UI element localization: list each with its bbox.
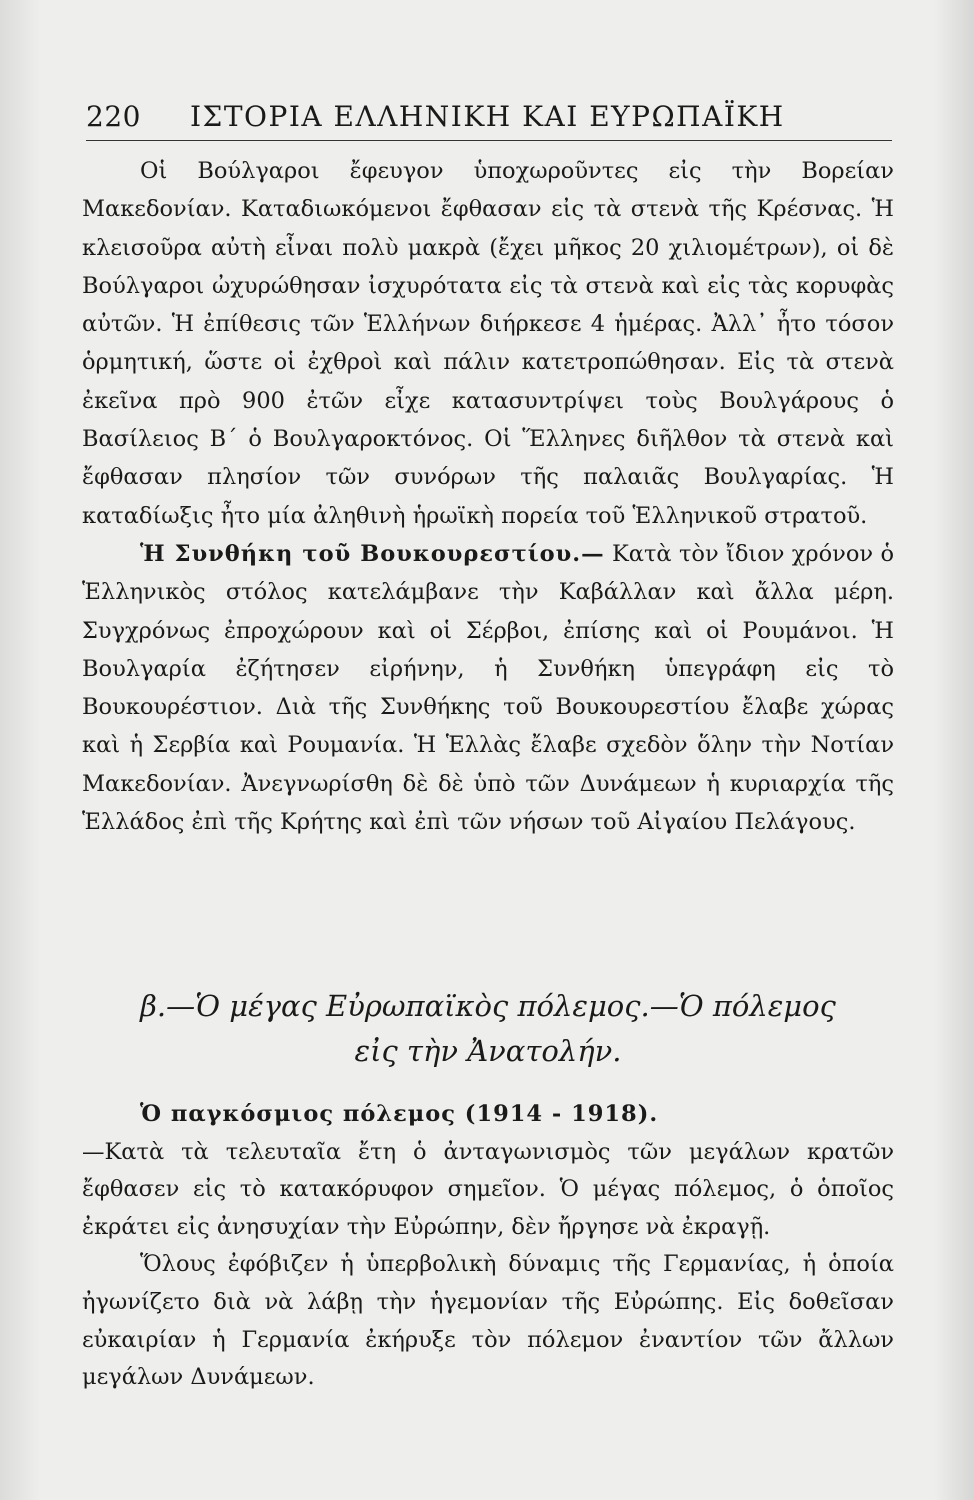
paragraph-text: Οἱ Βούλγαροι ἔφευγον ὑποχωροῦντες εἰς τὴν Βορείαν Μακεδονίαν. Καταδιωκόμενοι ἔφθασαν εἰς τὰ στενὰ τῆς Κρέσνας. Ἡ κλεισοῦρα αὐτὴ εἶναι πολὺ μακρὰ (ἔχει μῆκος 20 χιλιομέτρων), οἱ δὲ Βούλγαροι ὠχυρώθησαν ἰσχυρότατα εἰς τὰ στενὰ καὶ εἰς τὰς κορυφὰς αὐτῶν. Ἡ ἐπίθεσις τῶν Ἑλλήνων διήρκεσε 4 ἡμέρας. Ἀλλ᾽ ἦτο τόσον ὁρμητική, ὥστε οἱ ἐχθροὶ καὶ πάλιν κατετροπώθησαν. Εἰς τὰ στενὰ ἐκεῖνα πρὸ 900 ἐτῶν εἶχε κατασυντρίψει τοὺς Βουλγάρους ὁ Βασίλειος Β΄ ὁ Βουλγαροκτόνος. Οἱ Ἕλληνες διῆλθον τὰ στενὰ καὶ ἔφθασαν πλησίον τῶν συνόρων τῆς παλαιᾶς Βουλγαρίας. Ἡ καταδίωξις ἦτο μία ἀληθινὴ ἡρωϊκὴ πορεία τοῦ Ἑλληνικοῦ στρατοῦ. [82,158,894,529]
paragraph-text: Ὅλους ἐφόβιζεν ἡ ὑπερβολικὴ δύναμις τῆς Γερμανίας, ἡ ὁποία ἠγωνίζετο διὰ νὰ λάβῃ τὴν ἡγεμονίαν τῆς Εὐρώπης. Εἰς δοθεῖσαν εὐκαιρίαν ἡ Γερμανία ἐκήρυξε τὸν πόλεμον ἐναντίον τῶν ἄλλων μεγάλων Δυνάμεων. [82,1251,894,1391]
paragraph-text: Κατὰ τὸν ἴδιον χρόνον ὁ Ἑλληνικὸς στόλος κατελάμβανε τὴν Καβάλλαν καὶ ἄλλα μέρη. Συγχρόνως ἐπροχώρουν καὶ οἱ Σέρβοι, ἐπίσης καὶ οἱ Ρουμάνοι. Ἡ Βουλγαρία ἐζήτησεν εἰρήνην, ἡ Συνθήκη ὑπεγράφη εἰς τὸ Βουκουρέστιον. Διὰ τῆς Συνθήκης τοῦ Βουκουρεστίου ἔλαβε χώρας καὶ ἡ Σερβία καὶ Ρουμανία. Ἡ Ἑλλὰς ἔλαβε σχεδὸν ὅλην τὴν Νοτίαν Μακεδονίαν. Ἀνεγνωρίσθη δὲ δὲ ὑπὸ τῶν Δυνάμεων ἡ κυριαρχία τῆς Ἑλλάδος ἐπὶ τῆς Κρήτης καὶ ἐπὶ τῶν νήσων τοῦ Αἰγαίου Πελάγους. [82,540,894,836]
section-heading [82,984,894,1074]
section-heading-line-2: εἰς τὴν Ἀνατολήν. [354,1034,622,1068]
main-text [82,152,894,841]
running-title: ΙΣΤΟΡΙΑ ΕΛΛΗΝΙΚΗ ΚΑΙ ΕΥΡΩΠΑΪΚΗ [190,100,785,133]
page-header [86,100,892,141]
section-text [82,1096,894,1397]
subsection-heading: Ὁ παγκόσμιος πόλεμος (1914 - 1918). [140,1101,659,1127]
page-number: 220 [86,100,141,133]
paragraph-world-war [82,1096,894,1246]
paragraph-kresna [82,152,894,535]
paragraph-germany [82,1246,894,1396]
paragraph-bucharest-treaty [82,535,894,841]
section-heading-line-1: β.—Ὁ μέγας Εὐρωπαϊκὸς πόλεμος.—Ὁ πόλεμος [140,989,836,1023]
paragraph-text: —Κατὰ τὰ τελευταῖα ἔτη ὁ ἀνταγωνισμὸς τῶν μεγάλων κρατῶν ἔφθασεν εἰς τὸ κατακόρυφον σημεῖον. Ὁ μέγας πόλεμος, ὁ ὁποῖος ἐκράτει εἰς ἀνησυχίαν τὴν Εὐρώπην, δὲν ἤργησε νὰ ἐκραγῇ. [82,1138,894,1240]
inline-heading-bucharest-treaty: Ἡ Συνθήκη τοῦ Βουκουρεστίου.— [140,540,605,567]
